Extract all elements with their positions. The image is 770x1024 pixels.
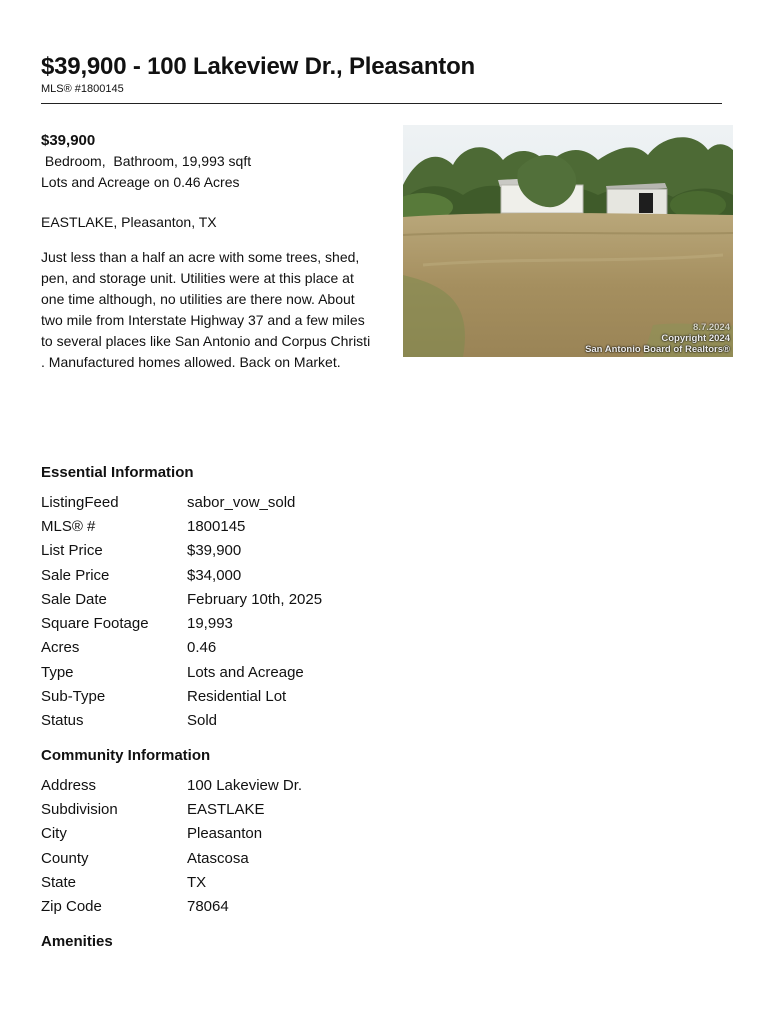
- photo-watermark-copyright: Copyright 2024: [661, 333, 730, 344]
- info-value: $34,000: [187, 566, 242, 584]
- info-row: [41, 539, 322, 563]
- info-row: [41, 587, 322, 611]
- summary-location: EASTLAKE, Pleasanton, TX: [41, 214, 217, 230]
- info-value: EASTLAKE: [187, 800, 265, 818]
- info-label: Subdivision: [41, 800, 118, 818]
- info-row: [41, 611, 322, 635]
- mls-number: MLS® #1800145: [41, 83, 124, 95]
- info-row: [41, 773, 302, 797]
- info-value: Lots and Acreage: [187, 663, 304, 681]
- info-label: County: [41, 849, 89, 867]
- info-label: Square Footage: [41, 615, 149, 633]
- info-label: ListingFeed: [41, 493, 119, 511]
- info-value: Sold: [187, 712, 218, 730]
- essential-info-table: [41, 490, 322, 733]
- info-row: [41, 846, 302, 870]
- info-row: [41, 660, 322, 684]
- info-value: $39,900: [187, 542, 242, 560]
- info-value: 1800145: [187, 517, 246, 535]
- info-row: [41, 894, 302, 918]
- info-value: Atascosa: [187, 849, 249, 867]
- info-value: TX: [187, 873, 207, 891]
- info-label: Sale Date: [41, 590, 107, 608]
- info-label: Address: [41, 776, 97, 794]
- info-value: February 10th, 2025: [187, 590, 323, 608]
- summary-type: Lots and Acreage on 0.46 Acres: [41, 174, 240, 190]
- info-label: Type: [41, 663, 74, 681]
- header-divider: [41, 103, 722, 104]
- summary-description: Just less than a half an acre with some trees, shed, pen, and storage unit. Utilities were at this place at one time although, no utilities are there now. About two mile from Interstate Highway 37 and a few miles to several places like San Antonio and Corpus Christi . Manufactured homes allowed. Back on Market.: [41, 249, 371, 370]
- listing-summary: [41, 130, 371, 373]
- info-label: Sub-Type: [41, 688, 106, 706]
- community-info-table: [41, 773, 302, 919]
- info-value: Residential Lot: [187, 688, 287, 706]
- info-row: [41, 684, 322, 708]
- info-label: Status: [41, 712, 84, 730]
- info-row: [41, 709, 322, 733]
- summary-rooms-size: Bedroom, Bathroom, 19,993 sqft: [41, 153, 252, 169]
- info-label: Sale Price: [41, 566, 110, 584]
- summary-price: $39,900: [41, 132, 96, 149]
- info-label: State: [41, 873, 77, 891]
- info-row: [41, 563, 322, 587]
- info-value: Pleasanton: [187, 825, 263, 843]
- info-label: Acres: [41, 639, 80, 657]
- essential-info-heading: Essential Information: [41, 464, 194, 481]
- info-row: [41, 797, 302, 821]
- info-row: [41, 490, 322, 514]
- page-title: $39,900 - 100 Lakeview Dr., Pleasanton: [41, 53, 475, 80]
- info-row: [41, 870, 302, 894]
- info-value: 100 Lakeview Dr.: [187, 776, 303, 794]
- community-info-heading: Community Information: [41, 747, 211, 764]
- info-row: [41, 636, 322, 660]
- info-value: 0.46: [187, 639, 217, 657]
- property-photo[interactable]: [403, 125, 733, 357]
- info-row: [41, 514, 322, 538]
- photo-watermark-date: 8.7.2024: [693, 322, 730, 333]
- amenities-heading: Amenities: [41, 933, 113, 950]
- info-value: 19,993: [187, 615, 233, 633]
- info-label: Zip Code: [41, 898, 102, 916]
- info-label: MLS® #: [41, 517, 96, 535]
- info-label: City: [41, 825, 67, 843]
- photo-watermark-board: San Antonio Board of Realtors®: [585, 344, 730, 355]
- photo-watermark: [585, 322, 730, 355]
- info-label: List Price: [41, 542, 103, 560]
- info-value: sabor_vow_sold: [187, 493, 296, 511]
- info-row: [41, 822, 302, 846]
- info-value: 78064: [187, 898, 229, 916]
